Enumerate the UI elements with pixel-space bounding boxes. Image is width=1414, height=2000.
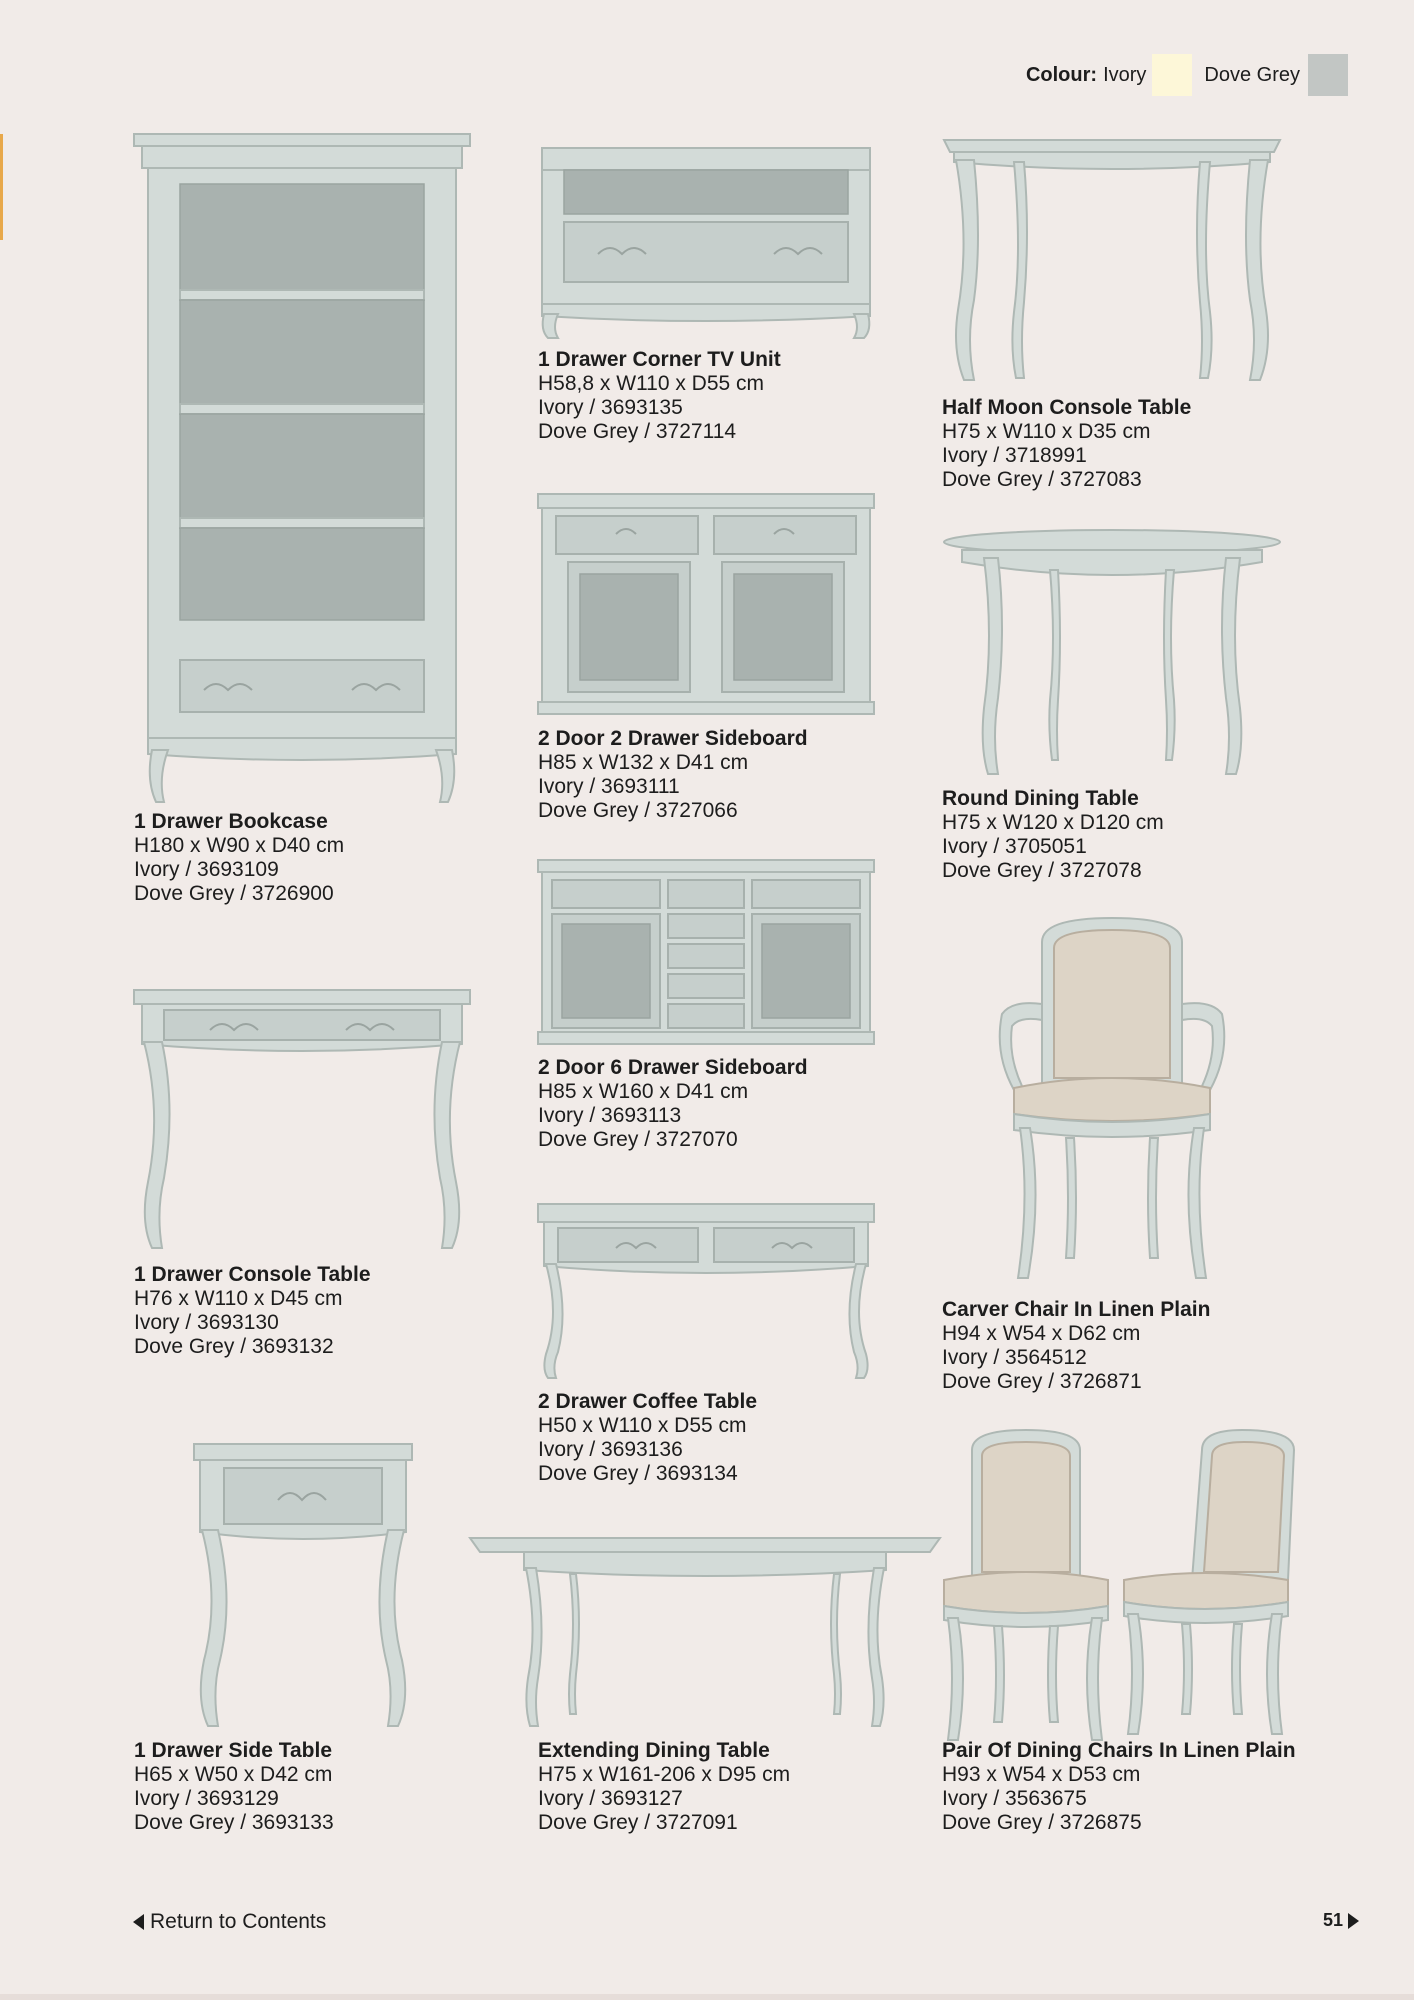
edge-accent [0, 134, 3, 240]
2-door-6-drawer-sideboard-image [538, 860, 874, 1046]
product-name: 2 Door 2 Drawer Sideboard [538, 727, 808, 750]
product-name: 2 Drawer Coffee Table [538, 1390, 758, 1413]
product-name: Pair Of Dining Chairs In Linen Plain [942, 1739, 1296, 1762]
product-code-dove-grey: Dove Grey / 3693132 [134, 1335, 334, 1358]
1-drawer-side-table-image [194, 1442, 412, 1728]
return-to-contents-link[interactable] [133, 1910, 326, 1934]
corner-tv-unit-image [538, 138, 874, 338]
colour-name-ivory: Ivory [1103, 63, 1147, 86]
product-code-dove-grey: Dove Grey / 3727083 [942, 468, 1142, 491]
product-code-ivory: Ivory / 3693135 [538, 396, 683, 419]
product-code-ivory: Ivory / 3693111 [538, 775, 680, 798]
product-code-ivory: Ivory / 3693109 [134, 858, 279, 881]
1-drawer-console-image [134, 988, 470, 1250]
product-name: Carver Chair In Linen Plain [942, 1298, 1211, 1321]
product-caption [538, 1739, 790, 1835]
product-code-dove-grey: Dove Grey / 3727091 [538, 1811, 738, 1834]
product-dimensions: H50 x W110 x D55 cm [538, 1414, 747, 1437]
ivory-swatch [1152, 54, 1192, 96]
product-caption [134, 1263, 371, 1359]
product-dimensions: H75 x W110 x D35 cm [942, 420, 1151, 443]
product-code-dove-grey: Dove Grey / 3727070 [538, 1128, 738, 1151]
product-caption [942, 787, 1164, 883]
product-caption [134, 1739, 334, 1835]
colour-name-dove-grey: Dove Grey [1204, 63, 1300, 86]
carver-chair-image [996, 918, 1228, 1290]
product-dimensions: H76 x W110 x D45 cm [134, 1287, 343, 1310]
product-dimensions: H93 x W54 x D53 cm [942, 1763, 1141, 1786]
round-dining-table-image [942, 528, 1282, 778]
next-page-link[interactable] [1323, 1910, 1359, 1931]
product-name: Round Dining Table [942, 787, 1139, 810]
product-code-ivory: Ivory / 3563675 [942, 1787, 1087, 1810]
product-dimensions: H75 x W161-206 x D95 cm [538, 1763, 791, 1786]
product-code-dove-grey: Dove Grey / 3727066 [538, 799, 738, 822]
product-caption [538, 1056, 808, 1152]
bookcase-image [134, 134, 470, 802]
bottom-band [0, 1994, 1414, 2000]
product-name: 2 Door 6 Drawer Sideboard [538, 1056, 808, 1079]
product-dimensions: H58,8 x W110 x D55 cm [538, 372, 765, 395]
product-code-ivory: Ivory / 3693130 [134, 1311, 279, 1334]
product-caption [942, 1739, 1296, 1835]
product-code-ivory: Ivory / 3693113 [538, 1104, 682, 1127]
product-code-dove-grey: Dove Grey / 3726900 [134, 882, 334, 905]
product-name: Extending Dining Table [538, 1739, 770, 1762]
dove-grey-swatch [1308, 54, 1348, 96]
product-code-dove-grey: Dove Grey / 3727078 [942, 859, 1142, 882]
product-code-dove-grey: Dove Grey / 3693133 [134, 1811, 334, 1834]
product-dimensions: H180 x W90 x D40 cm [134, 834, 345, 857]
product-dimensions: H65 x W50 x D42 cm [134, 1763, 333, 1786]
product-code-ivory: Ivory / 3693129 [134, 1787, 279, 1810]
pair-dining-chairs-image [942, 1430, 1304, 1742]
product-name: 1 Drawer Corner TV Unit [538, 348, 781, 371]
product-code-ivory: Ivory / 3693136 [538, 1438, 683, 1461]
arrow-right-icon [1348, 1913, 1359, 1929]
product-caption [942, 1298, 1210, 1394]
product-name: 1 Drawer Side Table [134, 1739, 333, 1762]
2-door-2-drawer-sideboard-image [538, 492, 874, 716]
return-to-contents-label: Return to Contents [150, 1910, 327, 1933]
product-code-ivory: Ivory / 3705051 [942, 835, 1087, 858]
product-code-dove-grey: Dove Grey / 3693134 [538, 1462, 738, 1485]
colour-label: Colour: [1025, 63, 1098, 86]
product-caption [942, 396, 1191, 492]
product-caption [538, 1390, 757, 1486]
product-caption [538, 348, 781, 444]
product-caption [134, 810, 344, 906]
half-moon-console-image [942, 136, 1282, 382]
product-caption [538, 727, 808, 823]
product-dimensions: H75 x W120 x D120 cm [942, 811, 1164, 834]
product-code-dove-grey: Dove Grey / 3726871 [942, 1370, 1142, 1393]
page-number: 51 [1322, 1910, 1343, 1930]
product-dimensions: H85 x W160 x D41 cm [538, 1080, 749, 1103]
colour-legend [1026, 54, 1348, 96]
product-name: Half Moon Console Table [942, 396, 1192, 419]
product-dimensions: H94 x W54 x D62 cm [942, 1322, 1141, 1345]
product-name: 1 Drawer Bookcase [134, 810, 328, 833]
product-code-dove-grey: Dove Grey / 3727114 [538, 420, 737, 443]
product-code-ivory: Ivory / 3564512 [942, 1346, 1087, 1369]
arrow-left-icon [133, 1914, 144, 1930]
product-name: 1 Drawer Console Table [134, 1263, 371, 1286]
product-code-ivory: Ivory / 3693127 [538, 1787, 683, 1810]
product-dimensions: H85 x W132 x D41 cm [538, 751, 749, 774]
product-code-ivory: Ivory / 3718991 [942, 444, 1087, 467]
2-drawer-coffee-table-image [538, 1202, 874, 1380]
extending-dining-table-image [470, 1534, 940, 1730]
product-code-dove-grey: Dove Grey / 3726875 [942, 1811, 1142, 1834]
